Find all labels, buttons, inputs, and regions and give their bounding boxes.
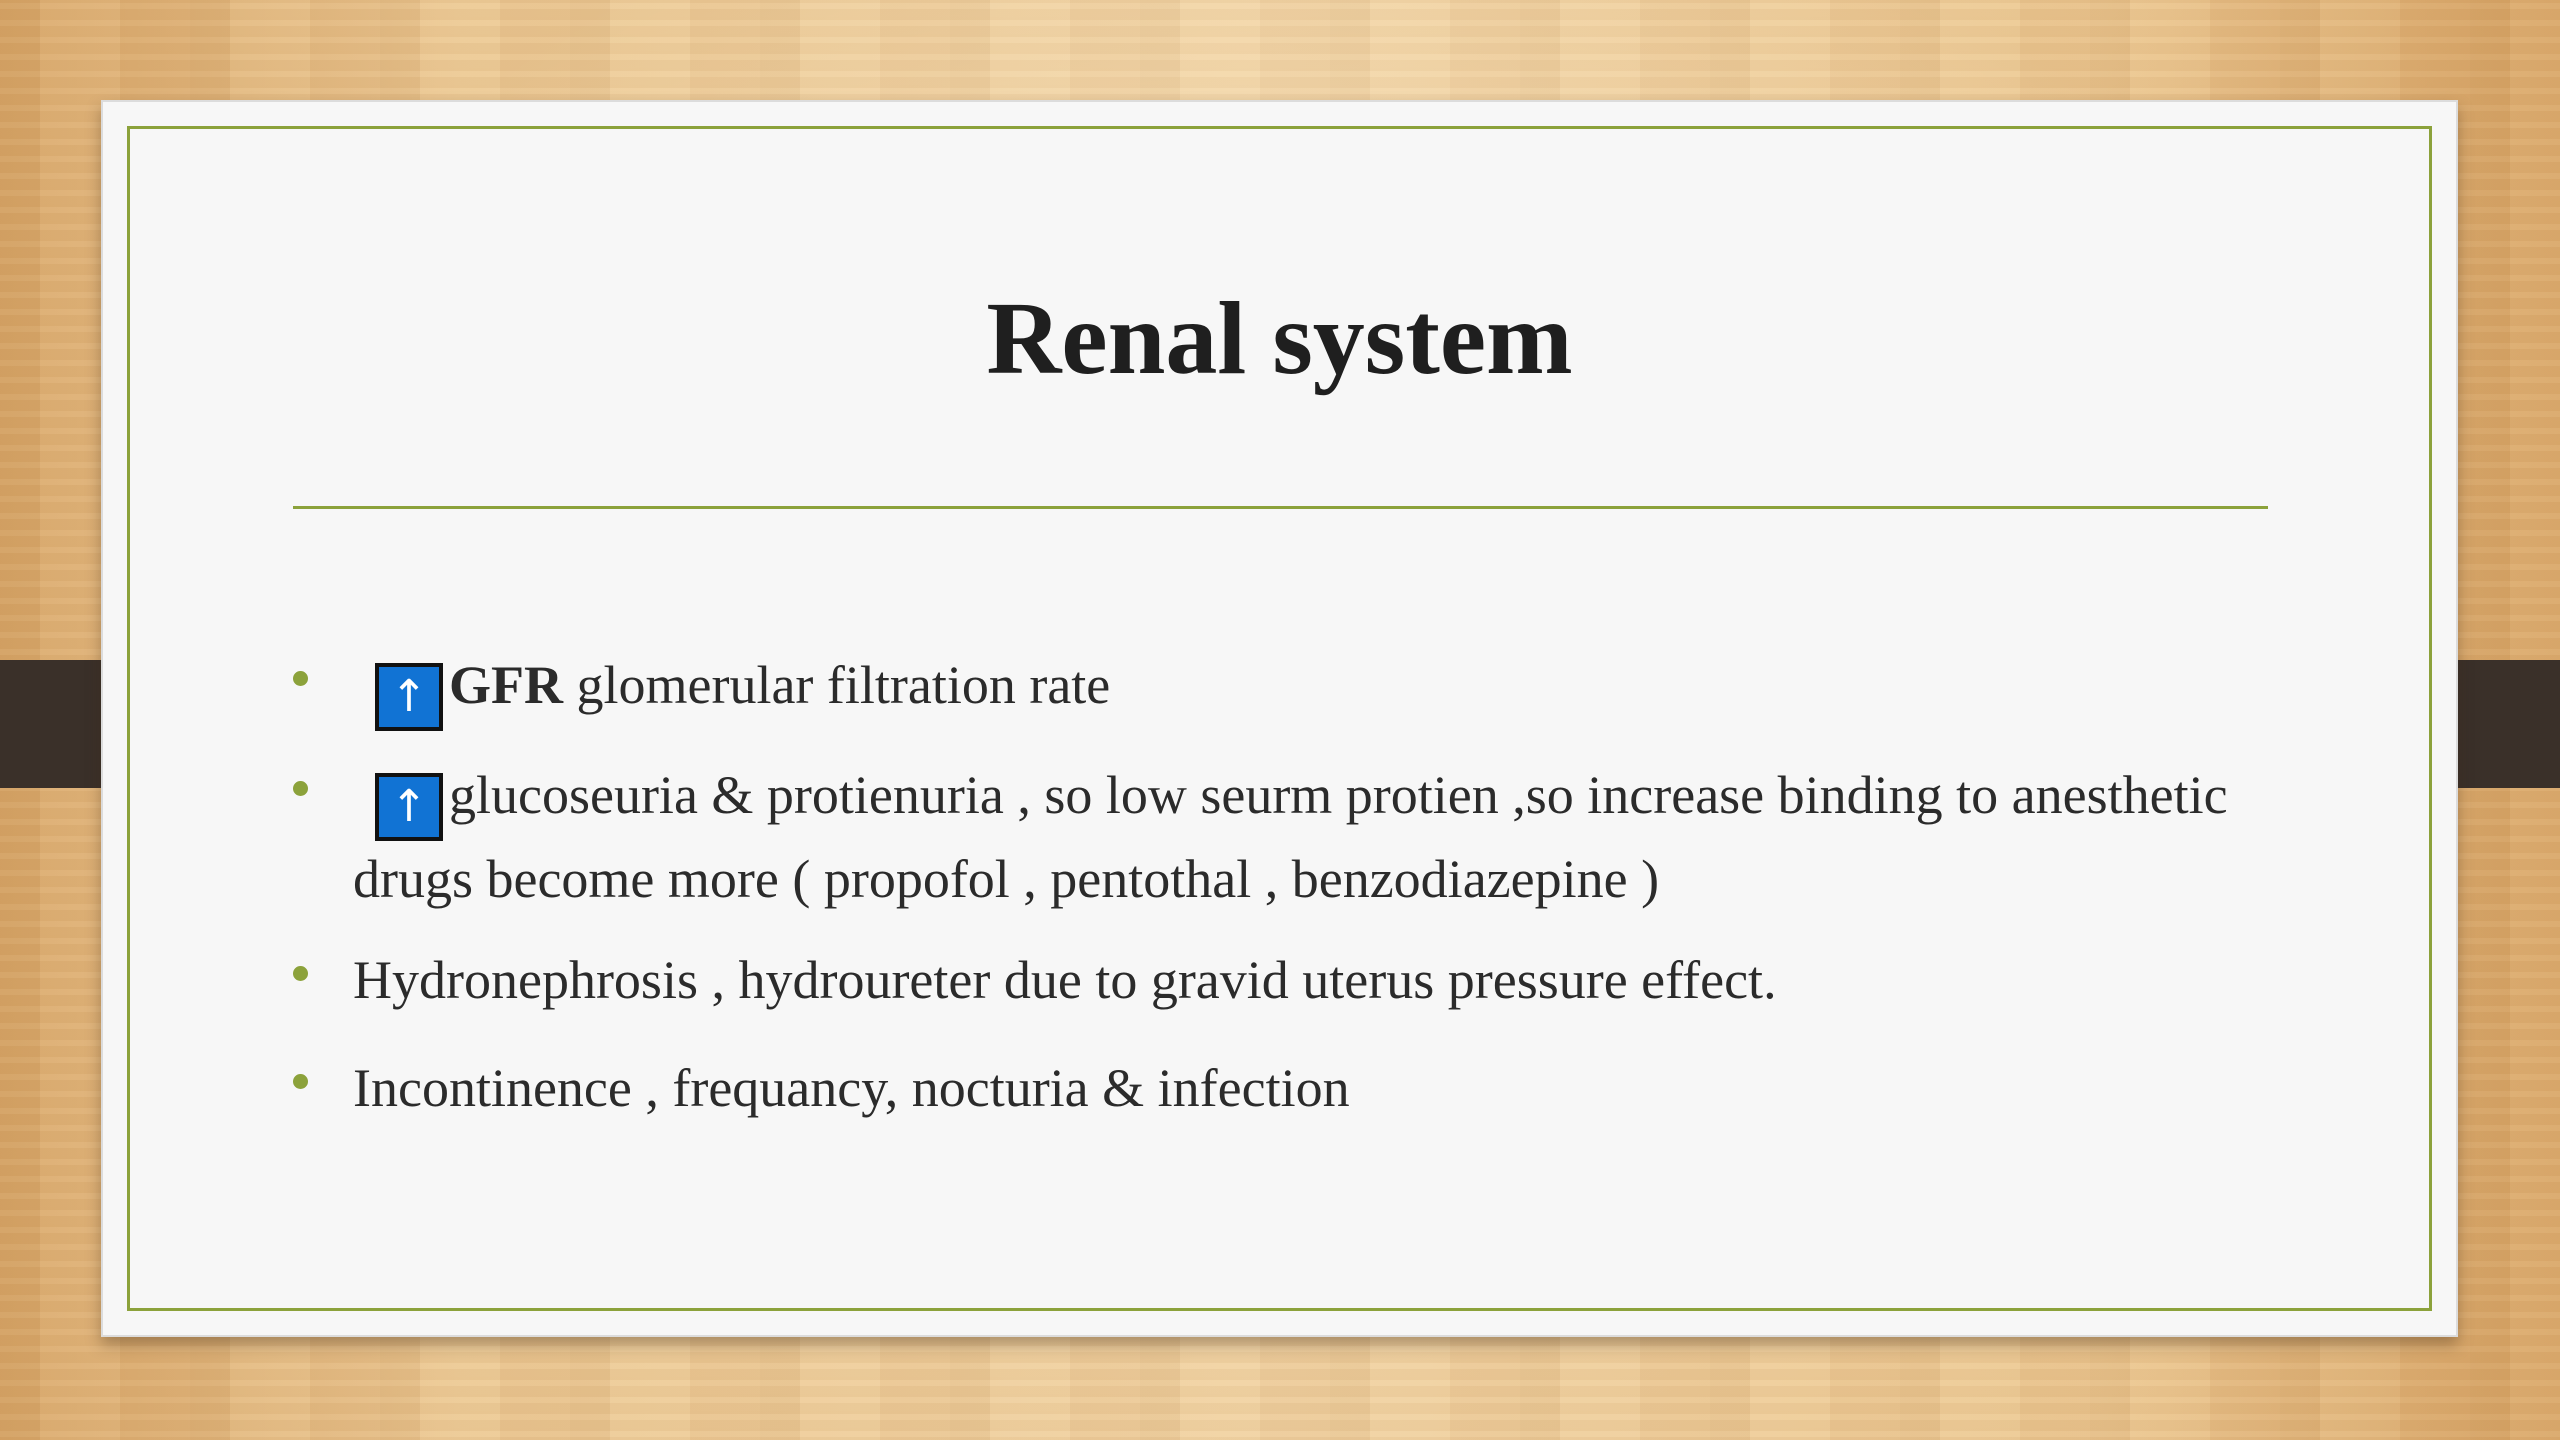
bullet-bold-text: GFR [449, 655, 563, 715]
title-divider [293, 506, 2268, 509]
bullet-text: glucoseuria & protienuria , so low seurm protien ,so increase binding to anesthetic drugs become more ( propofol , pentothal , benzodiazepine ) [353, 765, 2228, 909]
bullet-item-incontinence [293, 1050, 2293, 1126]
bullet-text: Incontinence , frequancy, nocturia & infection [353, 1058, 1350, 1118]
bullet-item-hydronephrosis [293, 942, 2293, 1018]
bullet-item-gfr [293, 647, 2293, 731]
slide-title: Renal system [986, 281, 1573, 396]
bullet-item-glucoseuria [293, 757, 2293, 917]
bullet-dot [293, 966, 308, 981]
slide [101, 100, 2458, 1337]
bullet-text: glomerular filtration rate [563, 655, 1111, 715]
bullet-dot [293, 1074, 308, 1089]
up-arrow-icon: ↑ [375, 663, 443, 731]
bullet-dot [293, 671, 308, 686]
bullet-dot [293, 781, 308, 796]
up-arrow-icon: ↑ [375, 773, 443, 841]
bullet-text: Hydronephrosis , hydroureter due to gravid uterus pressure effect. [353, 950, 1777, 1010]
